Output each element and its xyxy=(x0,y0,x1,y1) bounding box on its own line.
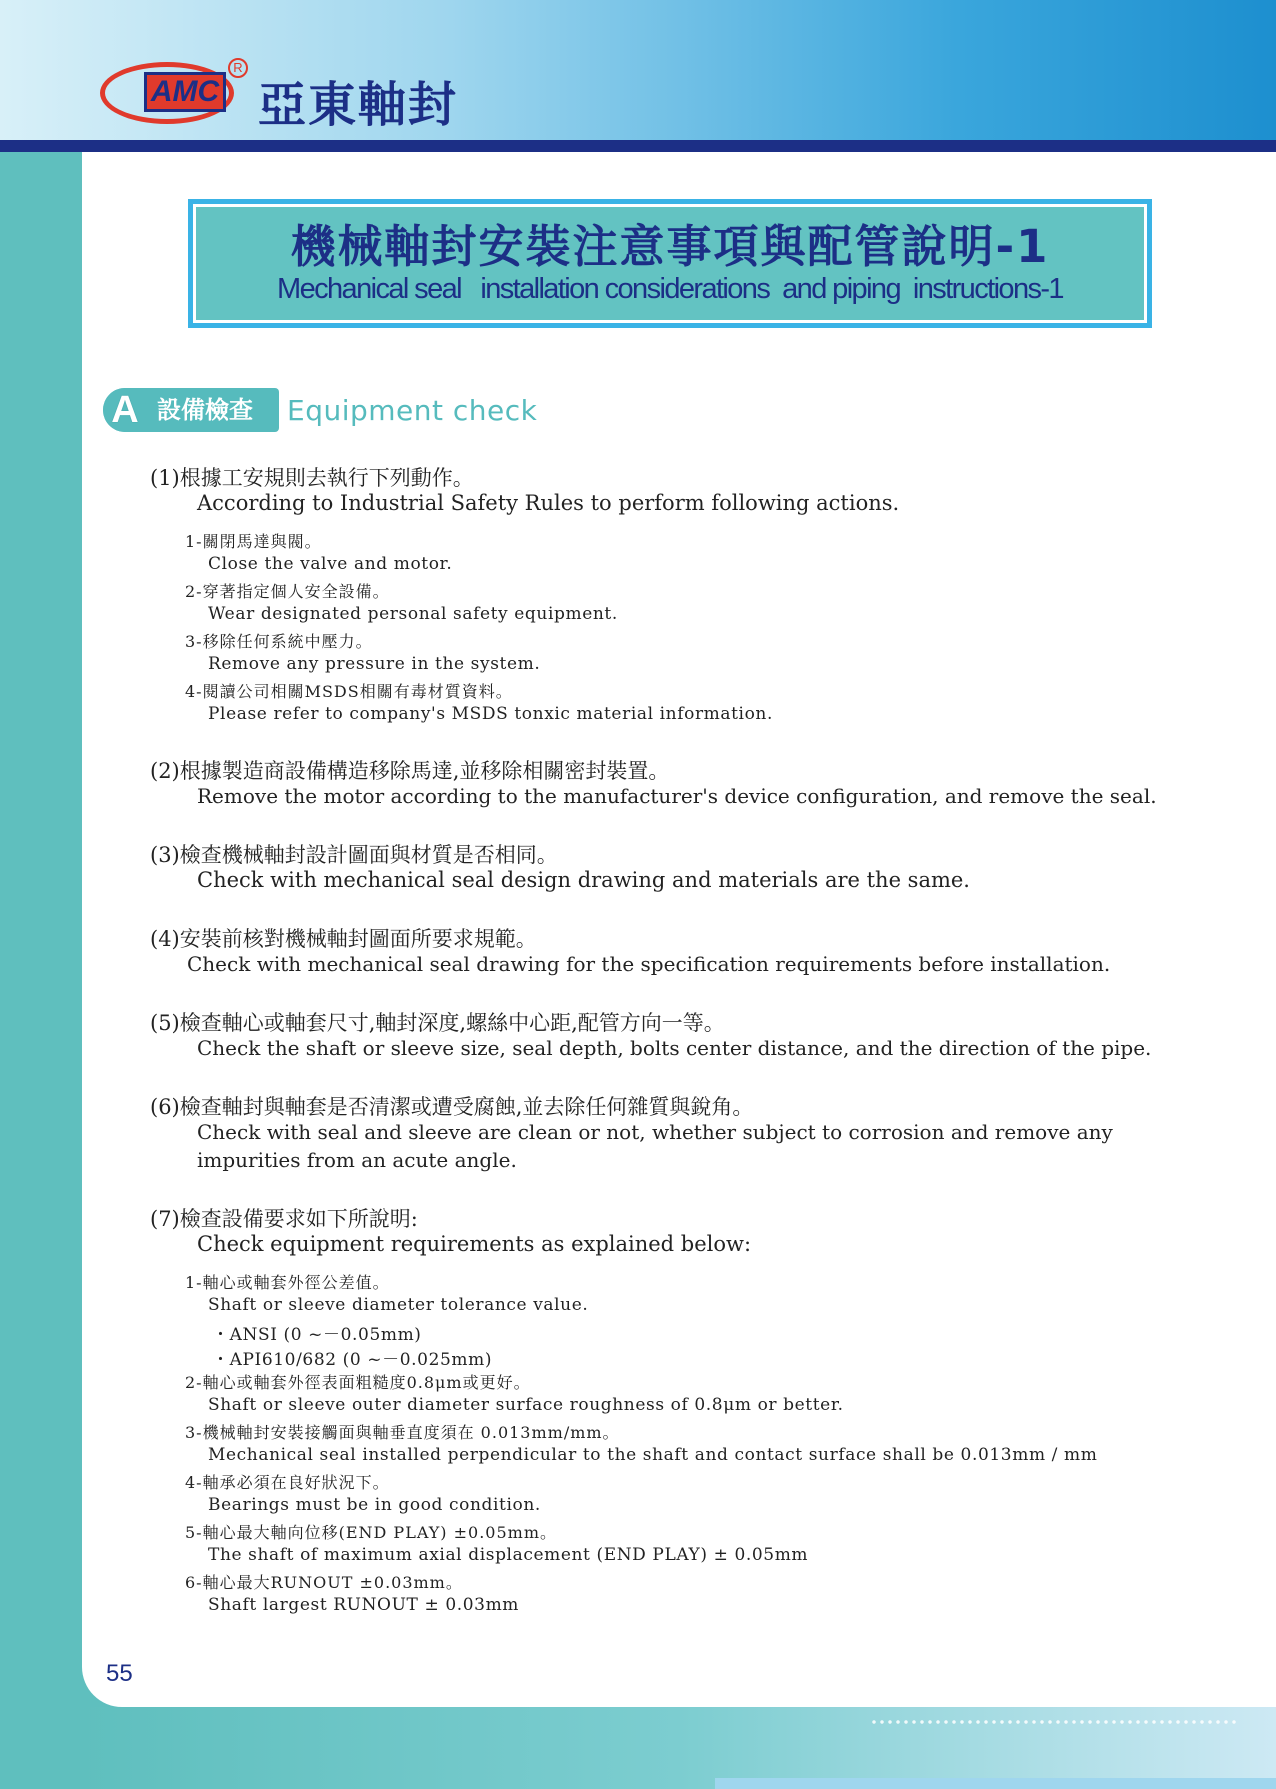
item-7-sub-1-en: Shaft or sleeve diameter tolerance value. xyxy=(208,1295,589,1315)
item-7-sub-3-en: Mechanical seal installed perpendicular to the shaft and contact surface shall be 0.013mm / mm xyxy=(208,1445,1098,1465)
item-6-en-line-1: Check with seal and sleeve are clean or not, whether subject to corrosion and remove any xyxy=(197,1120,1113,1144)
footer-dots xyxy=(870,1720,1240,1724)
logo-letters: AMC xyxy=(144,72,226,112)
item-7-sub-6-en: Shaft largest RUNOUT ± 0.03mm xyxy=(208,1595,520,1615)
item-5-zh: (5)檢查軸心或軸套尺寸,軸封深度,螺絲中心距,配管方向一等。 xyxy=(150,1011,725,1035)
item-1-sub-1-zh: 1-關閉馬達與閥。 xyxy=(185,532,322,551)
item-7-sub-6-zh: 6-軸心最大RUNOUT ±0.03mm。 xyxy=(185,1573,463,1592)
item-1-sub-1-en: Close the valve and motor. xyxy=(208,554,453,574)
item-7-sub-5-zh: 5-軸心最大軸向位移(END PLAY) ±0.05mm。 xyxy=(185,1523,557,1542)
item-1-zh: (1)根據工安規則去執行下列動作。 xyxy=(150,466,474,490)
item-7-sub-2-en: Shaft or sleeve outer diameter surface roughness of 0.8μm or better. xyxy=(208,1395,844,1415)
title-inner xyxy=(193,204,1147,323)
item-1-sub-3-zh: 3-移除任何系統中壓力。 xyxy=(185,632,373,651)
section-letter: A xyxy=(103,388,147,432)
item-7-sub-4-zh: 4-軸承必須在良好狀況下。 xyxy=(185,1473,390,1492)
item-7-sub-1-bullet-2: ・API610/682 (0 ~－0.025mm) xyxy=(212,1350,493,1370)
item-1-sub-2-en: Wear designated personal safety equipment. xyxy=(208,604,618,624)
page-title-zh: 機械軸封安裝注意事項與配管說明-1 xyxy=(290,220,1050,273)
page-title-en: Mechanical seal installation considerations and piping instructions-1 xyxy=(277,273,1063,305)
item-7-sub-1-bullet-1: ・ANSI (0 ~－0.05mm) xyxy=(212,1325,422,1345)
item-7-en: Check equipment requirements as explained below: xyxy=(197,1232,752,1256)
item-7-sub-1-zh: 1-軸心或軸套外徑公差值。 xyxy=(185,1273,390,1292)
item-1-sub-2-zh: 2-穿著指定個人安全設備。 xyxy=(185,582,390,601)
item-2-zh: (2)根據製造商設備構造移除馬達,並移除相關密封裝置。 xyxy=(150,759,670,783)
item-7-sub-4-en: Bearings must be in good condition. xyxy=(208,1495,541,1515)
item-7-zh: (7)檢查設備要求如下所說明: xyxy=(150,1207,418,1231)
brand-name: 亞東軸封 xyxy=(258,77,459,133)
item-2-en: Remove the motor according to the manufacturer's device configuration, and remove the seal. xyxy=(197,784,1157,808)
item-1-sub-3-en: Remove any pressure in the system. xyxy=(208,654,541,674)
item-3-en: Check with mechanical seal design drawing and materials are the same. xyxy=(197,868,970,892)
item-1-en: According to Industrial Safety Rules to perform following actions. xyxy=(197,491,900,515)
section-title-zh: 設備檢查 xyxy=(157,396,253,424)
item-4-en: Check with mechanical seal drawing for the specification requirements before installation. xyxy=(187,952,1111,976)
item-6-en-line-2: impurities from an acute angle. xyxy=(197,1148,517,1172)
item-1-sub-4-zh: 4-閱讀公司相關MSDS相關有毒材質資料。 xyxy=(185,682,513,701)
footer-strip xyxy=(715,1778,1276,1789)
title-box xyxy=(188,199,1152,328)
item-7-sub-2-zh: 2-軸心或軸套外徑表面粗糙度0.8μm或更好。 xyxy=(185,1373,531,1392)
page-number: 55 xyxy=(106,1660,133,1687)
registered-mark-icon: R xyxy=(228,58,248,78)
item-7-sub-5-en: The shaft of maximum axial displacement (END PLAY) ± 0.05mm xyxy=(208,1545,809,1565)
header-rule xyxy=(0,140,1276,152)
item-1-sub-4-en: Please refer to company's MSDS tonxic material information. xyxy=(208,704,773,724)
item-3-zh: (3)檢查機械軸封設計圖面與材質是否相同。 xyxy=(150,843,558,867)
item-5-en: Check the shaft or sleeve size, seal depth, bolts center distance, and the direction of the pipe. xyxy=(197,1036,1152,1060)
section-title-en: Equipment check xyxy=(287,394,538,427)
item-4-zh: (4)安裝前核對機械軸封圖面所要求規範。 xyxy=(150,927,537,951)
item-6-zh: (6)檢查軸封與軸套是否清潔或遭受腐蝕,並去除任何雜質與銳角。 xyxy=(150,1095,754,1119)
item-7-sub-3-zh: 3-機械軸封安裝接觸面與軸垂直度須在 0.013mm/mm。 xyxy=(185,1423,620,1442)
